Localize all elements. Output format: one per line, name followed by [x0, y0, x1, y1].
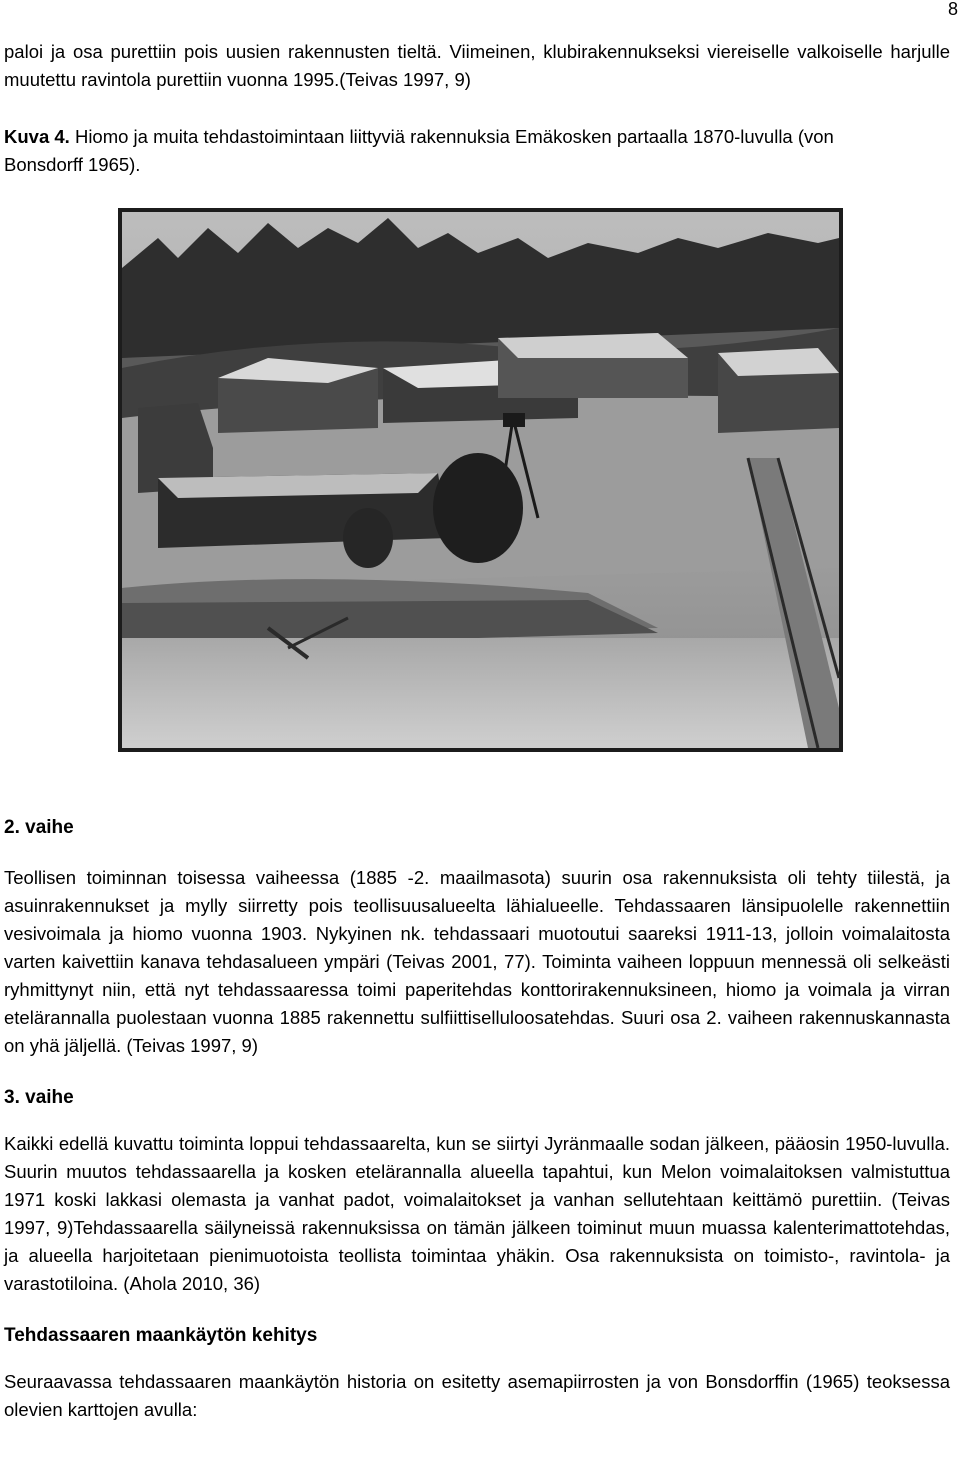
intro-paragraph: paloi ja osa purettiin pois uusien rakennusten tieltä. Viimeinen, klubirakennukseksi viereiselle valkoiselle harjulle muutettu ravintola purettiin vuonna 1995.(Teivas 1997, 9) [4, 41, 950, 90]
section2-heading: 2. vaihe [4, 817, 74, 838]
figure-label: Kuva 4. [4, 126, 70, 147]
section-land-use-heading: Tehdassaaren maankäytön kehitys [4, 1325, 318, 1346]
figure-caption-text: Hiomo ja muita tehdastoimintaan liittyviä rakennuksia Emäkosken partaalla 1870-luvulla (von Bonsdorff 1965). [4, 126, 834, 175]
page-number: 8 [947, 0, 958, 19]
historical-photo [118, 208, 843, 752]
document-body [4, 38, 950, 179]
section3-body: Kaikki edellä kuvattu toiminta loppui tehdassaarelta, kun se siirtyi Jyränmaalle sodan jälkeen, pääosin 1950-luvulla. Suurin muutos tehdassaarella ja kosken etelärannalla alueella tapahtui, kun Melon voimalaitoksen valmistuttua 1971 koski lakkasi olemasta ja vanhat padot, voimalaitokset ja vanhan sellutehtaan keittämö purettiin. (Teivas 1997, 9)Tehdassaarella säilyneissä rakennuksissa on tämän jälkeen toiminut muun muassa kalenterimattotehdas, ja alueella harjoitetaan pienimuotoista teollista toimintaa yhäkin. Osa rakennuksista on toimisto-, ravintola- ja varastotiloina. (Ahola 2010, 36) [4, 1133, 950, 1294]
figure-caption [4, 123, 904, 179]
section2-body: Teollisen toiminnan toisessa vaiheessa (1885 -2. maailmasota) suurin osa rakennuksista oli tehty tiilestä, ja asuinrakennukset ja mylly siirretty pois teollisuusalueelta lähialueelle. Tehdassaaren länsipuolelle rakennettiin vesivoimala ja hiomo vuonna 1903. Nykyinen nk. tehdassaari muotoutui saareksi 1911-13, jolloin voimalaitosta varten kaivettiin kanava tehdasalueen ympäri (Teivas 2001, 77). Toiminta vaiheen loppuun mennessä oli selkeästi ryhmittynyt niin, että nyt tehdassaaressa toimi paperitehdas konttorirakennuksineen, hiomo ja voimala ja virran etelärannalla puolestaan vuonna 1885 rakennettu sulfiittiselluloosatehdas. Suuri osa 2. vaiheen rakennuskannasta on yhä jäljellä. (Teivas 1997, 9) [4, 867, 950, 1056]
historical-photo-icon [118, 208, 843, 752]
lower-text [4, 814, 950, 1424]
section-land-use-body: Seuraavassa tehdassaaren maankäytön historia on esitetty asemapiirrosten ja von Bonsdorffin (1965) teoksessa olevien karttojen avulla: [4, 1371, 950, 1420]
section3-heading: 3. vaihe [4, 1087, 74, 1108]
